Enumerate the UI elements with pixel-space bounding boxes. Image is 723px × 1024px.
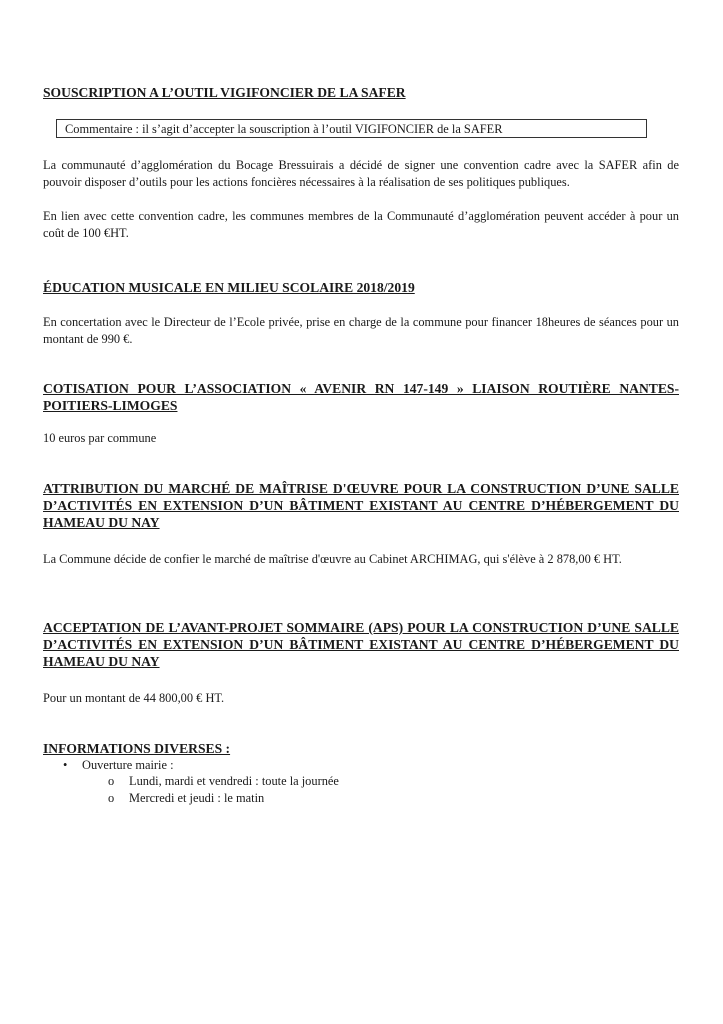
comment-text: Commentaire : il s’agit d’accepter la souscription à l’outil VIGIFONCIER de la SAFER: [65, 122, 503, 136]
sub-list: [82, 773, 679, 807]
acceptation-paragraph: Pour un montant de 44 800,00 € HT.: [43, 691, 225, 705]
sub-list-item: [43, 773, 679, 790]
informations-list: [43, 757, 679, 807]
education-paragraph: En concertation avec le Directeur de l’Ecole privée, prise en charge de la commune pour financer 18heures de séances pour un montant de 990 €.: [43, 315, 679, 346]
section-title-attribution: ATTRIBUTION DU MARCHÉ DE MAÎTRISE D'ŒUVRE POUR LA CONSTRUCTION D’UNE SALLE D’ACTIVITÉS EN EXTENSION D’UN BÂTIMENT EXISTANT AU CENTRE D’HÉBERGEMENT DU HAMEAU DU NAY: [43, 481, 679, 530]
sub-list-item: [43, 790, 679, 807]
safer-paragraph-1: La communauté d’agglomération du Bocage Bressuirais a décidé de signer une convention cadre avec la SAFER afin de pouvoir disposer d’outils pour les actions foncières nécessaires à la réalisation de ses politiques publiques.: [43, 158, 679, 189]
list-item-label: Ouverture mairie :: [82, 758, 174, 772]
section-title-informations: INFORMATIONS DIVERSES :: [43, 741, 231, 756]
safer-paragraph-2: En lien avec cette convention cadre, les communes membres de la Communauté d’agglomération peuvent accéder à pour un coût de 100 €HT.: [43, 209, 679, 240]
comment-box: [56, 119, 647, 138]
list-item: [43, 757, 679, 807]
section-title-education: ÉDUCATION MUSICALE EN MILIEU SCOLAIRE 2018/2019: [43, 280, 415, 295]
bullet-icon: •: [63, 758, 68, 772]
circle-bullet-icon: o: [108, 774, 115, 788]
attribution-paragraph: La Commune décide de confier le marché de maîtrise d'œuvre au Cabinet ARCHIMAG, qui s'élève à 2 878,00 € HT.: [43, 552, 622, 566]
sub-list-item-label: Lundi, mardi et vendredi : toute la journée: [129, 774, 339, 788]
sub-list-item-label: Mercredi et jeudi : le matin: [129, 791, 265, 805]
section-title-cotisation: COTISATION POUR L’ASSOCIATION « AVENIR RN 147-149 » LIAISON ROUTIÈRE NANTES-POITIERS-LIMOGES: [43, 381, 679, 413]
section-title-acceptation: ACCEPTATION DE L’AVANT-PROJET SOMMAIRE (APS) POUR LA CONSTRUCTION D’UNE SALLE D’ACTIVITÉS EN EXTENSION D’UN BÂTIMENT EXISTANT AU CENTRE D’HÉBERGEMENT DU HAMEAU DU NAY: [43, 620, 679, 669]
cotisation-paragraph: 10 euros par commune: [43, 431, 157, 445]
circle-bullet-icon: o: [108, 791, 115, 805]
section-title-safer: SOUSCRIPTION A L’OUTIL VIGIFONCIER DE LA SAFER: [43, 85, 406, 100]
